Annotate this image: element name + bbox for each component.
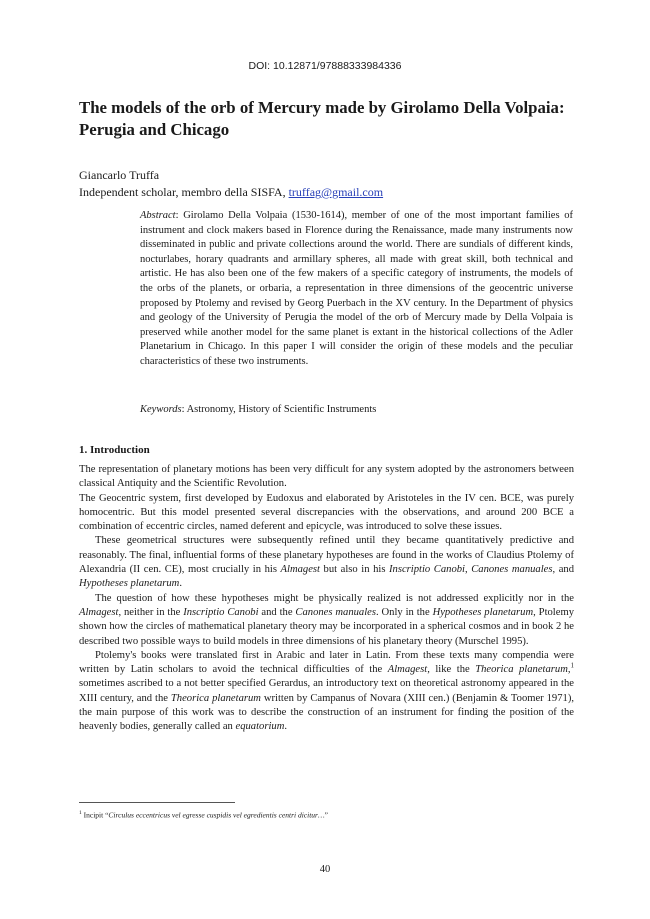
p3-italic-inscriptio: Inscriptio Canobi <box>389 564 465 576</box>
paragraph-5 <box>79 649 574 735</box>
footnote <box>79 810 574 820</box>
p5-italic-equatorium: equatorium <box>235 721 285 733</box>
p3-text-b: but also in his <box>319 564 390 576</box>
footnote-divider <box>79 802 235 803</box>
p3-text-c: , <box>465 564 472 576</box>
paragraph-4 <box>79 592 574 649</box>
p4-italic-inscriptio: Inscriptio Canobi <box>183 606 259 618</box>
p3-italic-almagest: Almagest <box>280 564 320 576</box>
footnote-suffix: ” <box>324 810 328 820</box>
paragraph-3 <box>79 534 574 591</box>
author-block <box>79 167 579 201</box>
body-text <box>79 463 574 735</box>
page-number: 40 <box>319 864 331 875</box>
p5-text-e: . <box>284 721 288 733</box>
p4-italic-hypotheses: Hypotheses planetarum <box>432 606 534 618</box>
author-name: Giancarlo Truffa <box>79 168 160 182</box>
footnote-quote: Circulus eccentricus vel egresse cuspidis vel egredientis centri dicitur… <box>108 810 325 820</box>
affiliation-text: Independent scholar, membro della SISFA, <box>79 185 286 199</box>
p4-italic-almagest: Almagest <box>79 606 119 618</box>
p4-text-a: The question of how these hypotheses might be physically realized is not addressed explicitly nor in the <box>95 592 574 604</box>
keywords: Keywords: Astronomy, History of Scientific Instruments <box>140 404 377 415</box>
keywords-label: Keywords <box>140 404 182 415</box>
author-email-link[interactable]: truffag@gmail.com <box>288 185 384 199</box>
footnote-marker: 1 <box>79 810 82 816</box>
p3-italic-hypotheses: Hypotheses planetarum <box>79 578 180 590</box>
p5-text-a: Ptolemy's books were translated first in Arabic and later in Latin. From these texts many compendia were written by Latin scholars to avoid the technical difficulties of the <box>79 649 574 676</box>
abstract-label: Abstract <box>140 210 176 221</box>
p4-text-b: , neither in the <box>118 606 184 618</box>
p5-text-d: written by Campanus of Novara (XIII cen.) (Benjamin & Toomer 1971), the main purpose of this work was to describe the construction of an instrument for finding the position of the heavenly bodies, generally called an <box>79 692 574 733</box>
p3-text-e: . <box>179 578 182 590</box>
paragraph-1: The representation of planetary motions has been very difficult for any system adopted by the astronomers between classical Antiquity and the Scientific Revolution. <box>79 464 574 490</box>
abstract-text: Girolamo Della Volpaia (1530-1614), member of one of the most important families of instrument and clock makers based in Florence during the Renaissance, made many instruments now disseminated in public and private collections around the world. There are sundials of different kinds, nocturlabes, horary quadrants and armillary spheres, all made with great skill, both technical and artistic. He has also been one of the few makers of a specific category of instruments, the models of the orbs of the planets, or orbaria, a representation in three dimensions of the geocentric universe proposed by Ptolemy and revised by Georg Puerbach in the XV century. In the Department of physics and geology of the University of Perugia the model of the orb of Mercury made by Della Volpaia is preserved while another model for the same planet is extant in the historical collections of the Adler Planetarium in Chicago. In this paper I will consider the origin of these models and the peculiar characteristics of these two instruments. <box>140 210 573 367</box>
footnote-prefix: Incipit “ <box>81 810 109 820</box>
abstract: Abstract: Girolamo Della Volpaia (1530-1614), member of one of the most important families of instrument and clock makers based in Florence during the Renaissance, made many instruments now disseminated in public and private collections around the world. There are sundials of different kinds, nocturlabes, horary quadrants and armillary spheres, all made with great skill, both technical and artistic. He has also been one of the few makers of a specific category of instruments, the models of the orbs of the planets, or orbaria, a representation in three dimensions of the geocentric universe proposed by Ptolemy and revised by Georg Puerbach in the XV century. In the Department of physics and geology of the University of Perugia the model of the orb of Mercury made by Della Volpaia is preserved while another model for the same planet is extant in the historical collections of the Adler Planetarium in Chicago. In this paper I will consider the origin of these models and the peculiar characteristics of these two instruments. <box>140 210 573 367</box>
footnote-reference[interactable]: 1 <box>570 661 574 670</box>
paragraph-2: The Geocentric system, first developed by Eudoxus and elaborated by Aristoteles in the IV cen. BCE, was purely homocentric. But this model presented several discrepancies with the observations, and around 200 BCE a combination of eccentric circles, named deferent and epicycle, was introduced to solve these issues. <box>79 492 574 533</box>
p4-text-e: , Ptolemy shown how the circles of mathematical planetary theory may be incorporated in a spherical cosmos and in book 2 he described two possible ways to build models in three dimensions of his planetary theory (Murschel 1995). <box>79 606 574 647</box>
p4-text-c: and the <box>258 606 296 618</box>
p3-text-a: These geometrical structures were subsequently refined until they became quantitatively predictive and reasonably. The final, influential forms of these planetary hypotheses are found in the works of Claudius Ptolemy of Alexandria (II cen. CE), most crucially in his <box>79 535 574 576</box>
p4-text-d: . Only in the <box>376 606 433 618</box>
p3-text-d: , and <box>552 564 574 576</box>
p5-italic-theorica-2: Theorica planetarum <box>170 692 261 704</box>
section-heading: 1. Introduction <box>79 444 150 456</box>
keywords-text: Astronomy, History of Scientific Instruments <box>186 404 377 415</box>
p5-italic-theorica: Theorica planetarum, <box>475 664 571 676</box>
p5-italic-almagest: Almagest <box>387 664 428 676</box>
p4-italic-canones: Canones manuales <box>295 606 376 618</box>
p5-text-b: , like the <box>427 664 476 676</box>
paper-title: The models of the orb of Mercury made by Girolamo Della Volpaia: Perugia and Chicago <box>79 98 565 139</box>
p5-text-c: sometimes ascribed to a not better specified Gerardus, an introductory text on theoretical astronomy appeared in the XIII century, and the <box>79 678 574 704</box>
doi-header: DOI: 10.12871/97888333984336 <box>248 60 402 72</box>
p3-italic-canones: Canones manuales <box>471 564 553 576</box>
author-affiliation <box>79 184 579 201</box>
